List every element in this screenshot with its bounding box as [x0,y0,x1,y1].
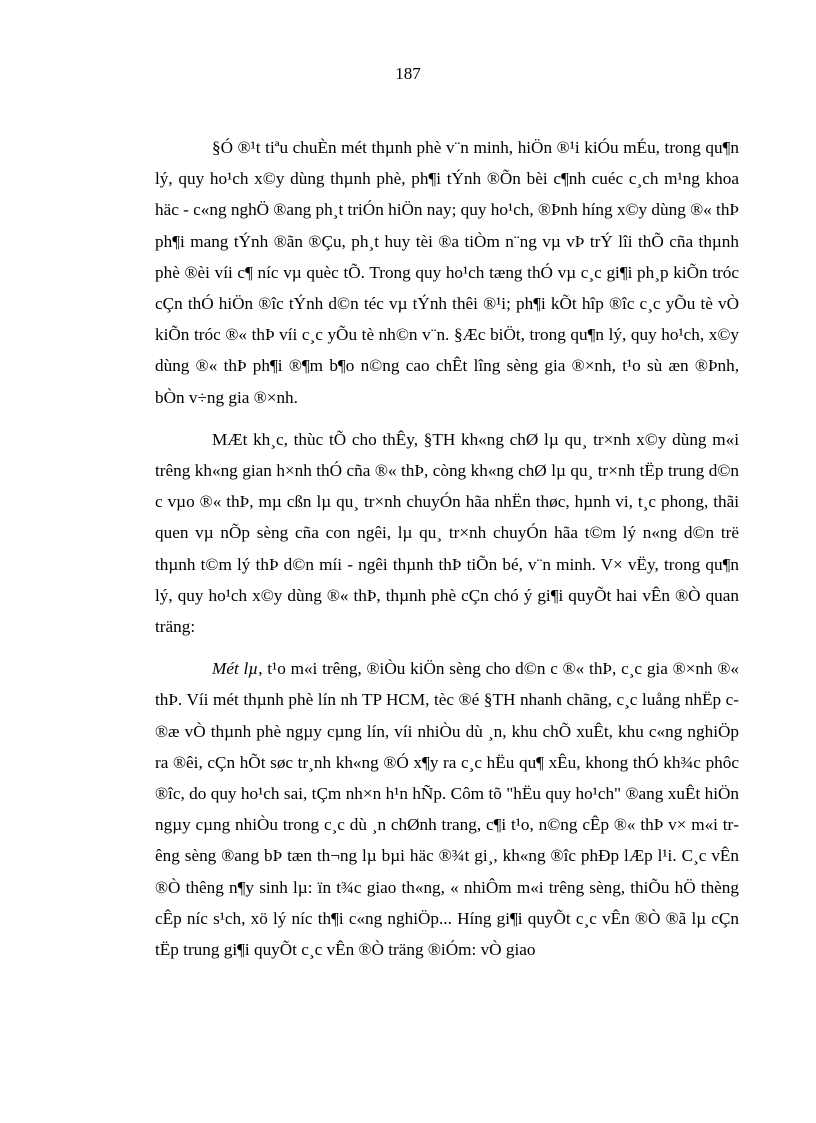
paragraph-3 [155,653,739,965]
page-number: 187 [395,64,421,83]
paragraph-3-lead: Mét lµ [212,659,259,679]
paragraph-1: §Ó ®¹t tiªu chuÈn mét thµnh phè v¨n minh, hiÖn ®¹i kiÓu mÉu, trong qu¶n lý, quy ho¹ch x©y dùng thµnh phè, ph¶i tÝnh ®Õn bèi c¶nh cuéc c¸ch m¹ng khoa häc - c«ng nghÖ ®ang ph¸t triÓn hiÖn nay; quy ho¹ch, ®Þnh híng x©y dùng ®« thÞ ph¶i mang tÝnh ®ãn ®Çu, ph¸t huy tèi ®a tiÒm n¨ng vµ vÞ trÝ lîi thÕ cña thµnh phè ®èi víi c¶ níc vµ quèc tÕ. Trong quy ho¹ch tæng thÓ vµ c¸c gi¶i ph¸p kiÕn tróc cÇn thÓ hiÖn ®îc tÝnh d©n téc vµ tÝnh thêi ®¹i; ph¶i kÕt hîp ®îc c¸c yÕu tè vÒ kiÕn tróc ®« thÞ víi c¸c yÕu tè nh©n v¨n. §Æc biÖt, trong qu¶n lý, quy ho¹ch, x©y dùng ®« thÞ ph¶i ®¶m b¶o n©ng cao chÊt lîng sèng gia ®×nh, t¹o sù æn ®Þnh, bÒn v÷ng gia ®×nh. [155,138,739,407]
body-text [155,132,739,965]
paragraph-3-text: , t¹o m«i trêng, ®iÒu kiÖn sèng cho d©n c ®« thÞ, c¸c gia ®×nh ®« thÞ. Víi mét thµnh phè lín nh TP HCM, tèc ®é §TH nhanh chãng, c¸c luång nhËp c ®æ vÒ thµnh phè ngµy cµng lín, víi nhiÒu dù ¸n, khu chÕ xuÊt, khu c«ng nghiÖp ra ®êi, cÇn hÕt søc tr¸nh kh«ng ®Ó x¶y ra c¸c hËu qu¶ xÊu, khong thÓ kh¾c phôc ®îc, do quy ho¹ch sai, tÇm nh×n h¹n hÑp. Côm tõ "hËu quy ho¹ch" ®ang xuÊt hiÖn ngµy cµng nhiÒu trong c¸c dù ¸n chØnh trang, c¶i t¹o, n©ng cÊp ®« thÞ v× m«i trêng sèng ®ang bÞ tæn th¬ng lµ bµi häc ®¾t gi¸, kh«ng ®îc phÐp lÆp l¹i. C¸c vÊn ®Ò thêng n¶y sinh lµ: ïn t¾c giao th«ng, « nhiÔm m«i trêng sèng, thiÕu hÖ thèng cÊp níc s¹ch, xö lý níc th¶i c«ng nghiÖp... Híng gi¶i quyÕt c¸c vÊn ®Ò ®ã lµ cÇn tËp trung gi¶i quyÕt c¸c vÊn ®Ò träng ®iÓm: vÒ giao [155,659,739,960]
paragraph-2: MÆt kh¸c, thùc tÕ cho thÊy, §TH kh«ng chØ lµ qu¸ tr×nh x©y dùng m«i trêng kh«ng gian h×nh thÓ cña ®« thÞ, còng kh«ng chØ lµ qu¸ tr×nh tËp trung d©n c vµo ®« thÞ, mµ cßn lµ qu¸ tr×nh chuyÓn hãa nhËn thøc, hµnh vi, t¸c phong, thãi quen vµ nÕp sèng cña con ngêi, lµ qu¸ tr×nh chuyÓn hãa t©m lý n«ng d©n trë thµnh t©m lý thÞ d©n míi - ngêi thµnh thÞ tiÕn bé, v¨n minh. V× vËy, trong qu¶n lý, quy ho¹ch x©y dùng ®« thÞ, thµnh phè cÇn chó ý gi¶i quyÕt hai vÊn ®Ò quan träng: [155,429,739,637]
